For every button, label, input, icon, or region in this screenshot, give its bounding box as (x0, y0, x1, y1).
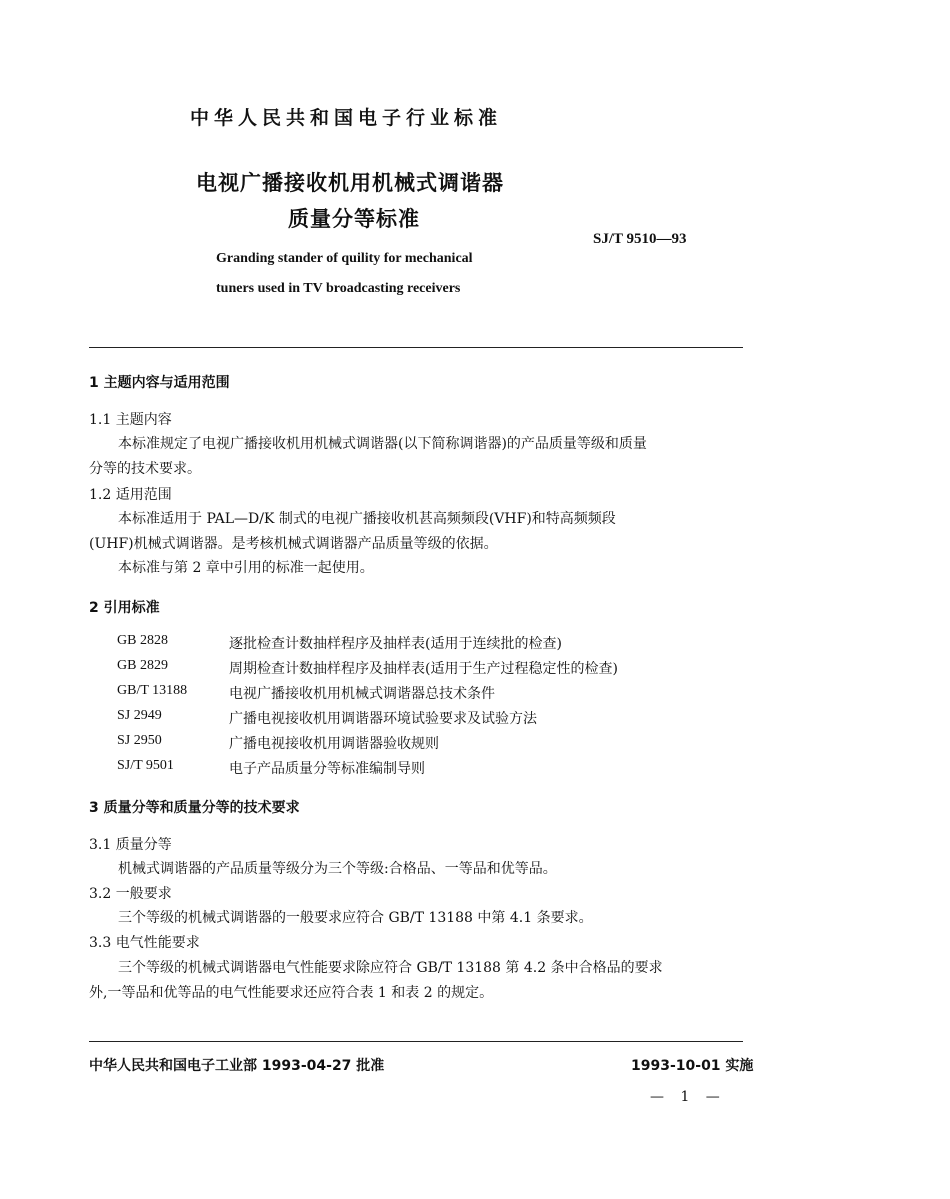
section-1-1-text-line-2: 分等的技术要求。 (89, 461, 201, 477)
section-1-1-heading: 1.1 主题内容 (89, 412, 172, 428)
reference-title: 电视广播接收机用机械式调谐器总技术条件 (229, 686, 495, 702)
section-3-1-text: 机械式调谐器的产品质量等级分为三个等级:合格品、一等品和优等品。 (118, 861, 557, 877)
document-title-line-2: 质量分等标准 (288, 207, 420, 231)
reference-title: 逐批检查计数抽样程序及抽样表(适用于连续批的检查) (229, 636, 562, 652)
reference-code: SJ 2949 (117, 708, 162, 723)
section-3-3-heading: 3.3 电气性能要求 (89, 935, 200, 951)
standard-number: SJ/T 9510—93 (593, 231, 687, 247)
bottom-divider (89, 1041, 743, 1042)
reference-code: GB/T 13188 (117, 683, 188, 698)
issuing-body-header: 中华人民共和国电子行业标准 (190, 107, 503, 129)
reference-code: SJ 2950 (117, 733, 162, 748)
section-1-2-text-line-1: 本标准适用于 PAL—D/K 制式的电视广播接收机甚高频频段(VHF)和特高频频段 (118, 511, 616, 527)
implementation-date: 1993-10-01 实施 (631, 1058, 754, 1074)
top-divider (89, 347, 743, 348)
approval-line: 中华人民共和国电子工业部 1993-04-27 批准 (89, 1058, 385, 1074)
section-1-heading: 1 主题内容与适用范围 (89, 375, 230, 391)
section-3-2-heading: 3.2 一般要求 (89, 886, 172, 902)
reference-code: SJ/T 9501 (117, 758, 174, 773)
reference-title: 电子产品质量分等标准编制导则 (229, 761, 425, 777)
english-title-line-2: tuners used in TV broadcasting receivers (216, 281, 461, 296)
reference-title: 广播电视接收机用调谐器验收规则 (229, 736, 439, 752)
reference-code: GB 2828 (117, 633, 168, 648)
reference-title: 广播电视接收机用调谐器环境试验要求及试验方法 (229, 711, 537, 727)
section-1-2-heading: 1.2 适用范围 (89, 487, 172, 503)
english-title-line-1: Granding stander of quility for mechanical (216, 251, 473, 266)
section-3-heading: 3 质量分等和质量分等的技术要求 (89, 800, 300, 816)
section-3-3-text-line-2: 外,一等品和优等品的电气性能要求还应符合表 1 和表 2 的规定。 (89, 985, 494, 1001)
section-3-1-heading: 3.1 质量分等 (89, 837, 172, 853)
reference-title: 周期检查计数抽样程序及抽样表(适用于生产过程稳定性的检查) (229, 661, 618, 677)
section-1-2-text-line-2: (UHF)机械式调谐器。是考核机械式调谐器产品质量等级的依据。 (89, 536, 498, 552)
section-1-1-text-line-1: 本标准规定了电视广播接收机用机械式调谐器(以下简称调谐器)的产品质量等级和质量 (118, 436, 647, 452)
document-title-line-1: 电视广播接收机用机械式调谐器 (196, 171, 504, 195)
page-number: — 1 — (650, 1089, 726, 1105)
section-2-heading: 2 引用标准 (89, 600, 160, 616)
section-3-3-text-line-1: 三个等级的机械式调谐器电气性能要求除应符合 GB/T 13188 第 4.2 条中合格品的要求 (118, 960, 663, 976)
reference-code: GB 2829 (117, 658, 168, 673)
section-1-2-text-line-3: 本标准与第 2 章中引用的标准一起使用。 (118, 560, 374, 576)
section-3-2-text: 三个等级的机械式调谐器的一般要求应符合 GB/T 13188 中第 4.1 条要求。 (118, 910, 593, 926)
